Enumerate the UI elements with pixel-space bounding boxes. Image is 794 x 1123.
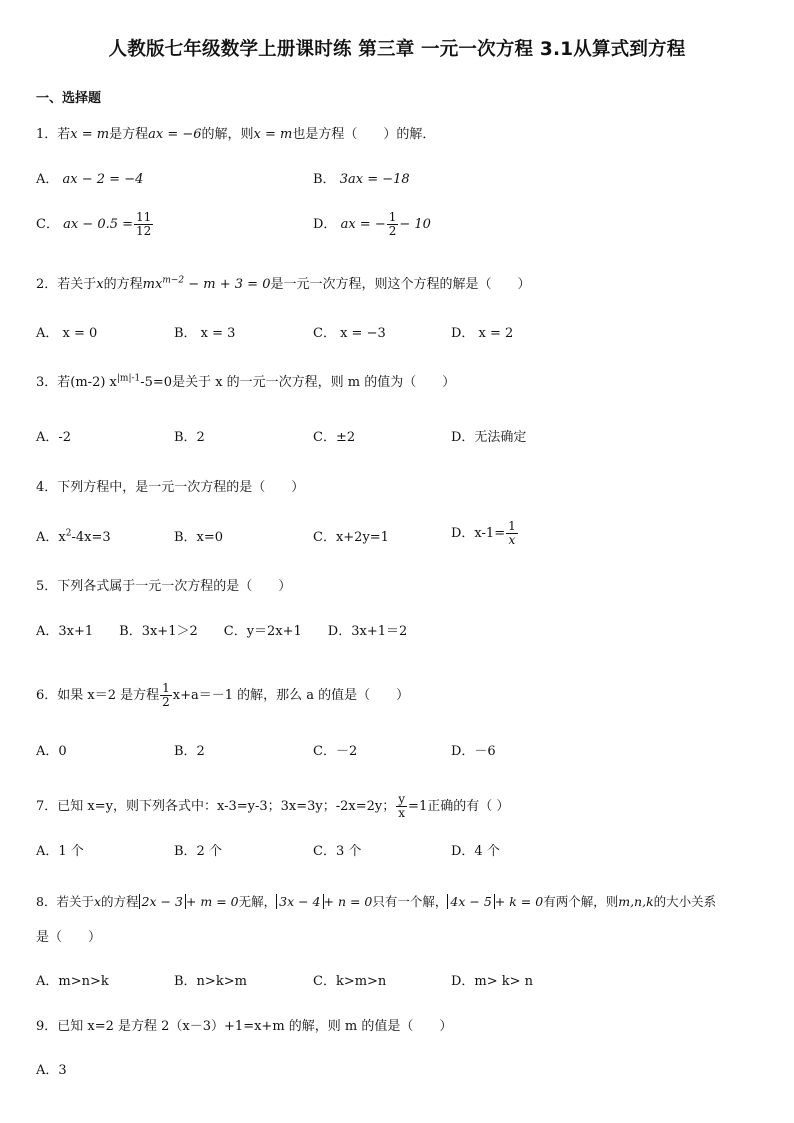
q8-option-b: B．n>k>m xyxy=(174,974,247,989)
fraction: $\frac{1}{2}$ xyxy=(162,681,170,709)
question-1: 1．若x = m是方程ax = −6的解，则x = m也是方程（ ）的解． xyxy=(36,127,436,142)
question-5: 5．下列各式属于一元一次方程的是（ ） xyxy=(36,579,292,594)
question-3: 3．若(m-2) $x^{|m|-1}-5=0$是关于 x 的一元一次方程，则 m 的值为（ ） xyxy=(36,373,456,390)
fraction: $\frac{1}{2}$ xyxy=(388,210,397,238)
q1-option-a: A． ax − 2 = −4 xyxy=(36,172,144,187)
question-7: 7．已知 x=y，则下列各式中：x-3=y-3；3x=3y；-2x=2y； $\frac{y}{x}$ =1正确的有（ ） xyxy=(36,792,510,820)
q1-option-d: D． ax = − $\frac{1}{2}$ − 10 xyxy=(313,210,431,238)
section-heading: 一、选择题 xyxy=(36,91,102,106)
q3-option-a: A．-2 xyxy=(36,430,72,445)
q4-option-d: D．x-1= $\frac{1}{x}$ xyxy=(451,519,516,547)
q7-option-a: A．1 个 xyxy=(36,844,84,859)
q5-options: A．3x+1 B．3x+1＞2 C．y＝2x+1 D．3x+1＝2 xyxy=(36,624,408,639)
q6-option-d: D．－6 xyxy=(451,744,496,759)
q2-option-a: A． x = 0 xyxy=(36,326,98,341)
q6-option-b: B．2 xyxy=(174,744,205,759)
q8-option-c: C．k>m>n xyxy=(313,974,387,989)
fraction: $\frac{1}{x}$ xyxy=(508,519,516,547)
q7-option-d: D．4 个 xyxy=(451,844,500,859)
page-title: 人教版七年级数学上册课时练 第三章 一元一次方程 3.1从算式到方程 xyxy=(108,39,686,60)
q6-option-c: C．－2 xyxy=(313,744,358,759)
q2-option-b: B． x = 3 xyxy=(174,326,236,341)
question-6: 6．如果 x＝2 是方程 $\frac{1}{2}$ x+a＝－1 的解，那么 a 的值是（ ） xyxy=(36,681,410,709)
question-8: 8．若关于x的方程 2x − 3 + m = 0无解， 3x − 4 + n = 0只有一个解， 4x − 5 + k = 0有两个解，则m,n,k的大小关系 xyxy=(36,894,717,909)
q2-option-d: D． x = 2 xyxy=(451,326,514,341)
q4-option-a: A．$x^2-4x=3$ xyxy=(36,528,111,545)
q8-option-a: A．m>n>k xyxy=(36,974,109,989)
question-4: 4．下列方程中，是一元一次方程的是（ ） xyxy=(36,480,305,495)
q9-option-a: A．3 xyxy=(36,1063,67,1078)
fraction: $\frac{y}{x}$ xyxy=(398,792,406,820)
q3-option-d: D．无法确定 xyxy=(451,430,527,445)
question-9: 9．已知 x=2 是方程 2（x－3）+1=x+m 的解，则 m 的值是（ ） xyxy=(36,1019,453,1034)
q3-option-c: C．±2 xyxy=(313,430,356,445)
q1-option-c: C． ax − 0.5 = $\frac{11}{12}$ xyxy=(36,210,152,238)
q1-option-b: B． 3ax = −18 xyxy=(313,172,410,187)
fraction: $\frac{11}{12}$ xyxy=(136,210,152,238)
q3-option-b: B．2 xyxy=(174,430,205,445)
q8-option-d: D．m> k> n xyxy=(451,974,534,989)
question-2: 2．若关于x的方程$mx^{m-2} - m + 3 = 0$是一元一次方程，则这个方程的解是（ ） xyxy=(36,275,531,292)
question-8-line-2: 是（ ） xyxy=(36,930,102,945)
q6-option-a: A．0 xyxy=(36,744,67,759)
q4-option-c: C．x+2y=1 xyxy=(313,530,389,545)
q2-option-c: C． x = −3 xyxy=(313,326,386,341)
q7-option-b: B．2 个 xyxy=(174,844,222,859)
q7-option-c: C．3 个 xyxy=(313,844,362,859)
q4-option-b: B．x=0 xyxy=(174,530,224,545)
